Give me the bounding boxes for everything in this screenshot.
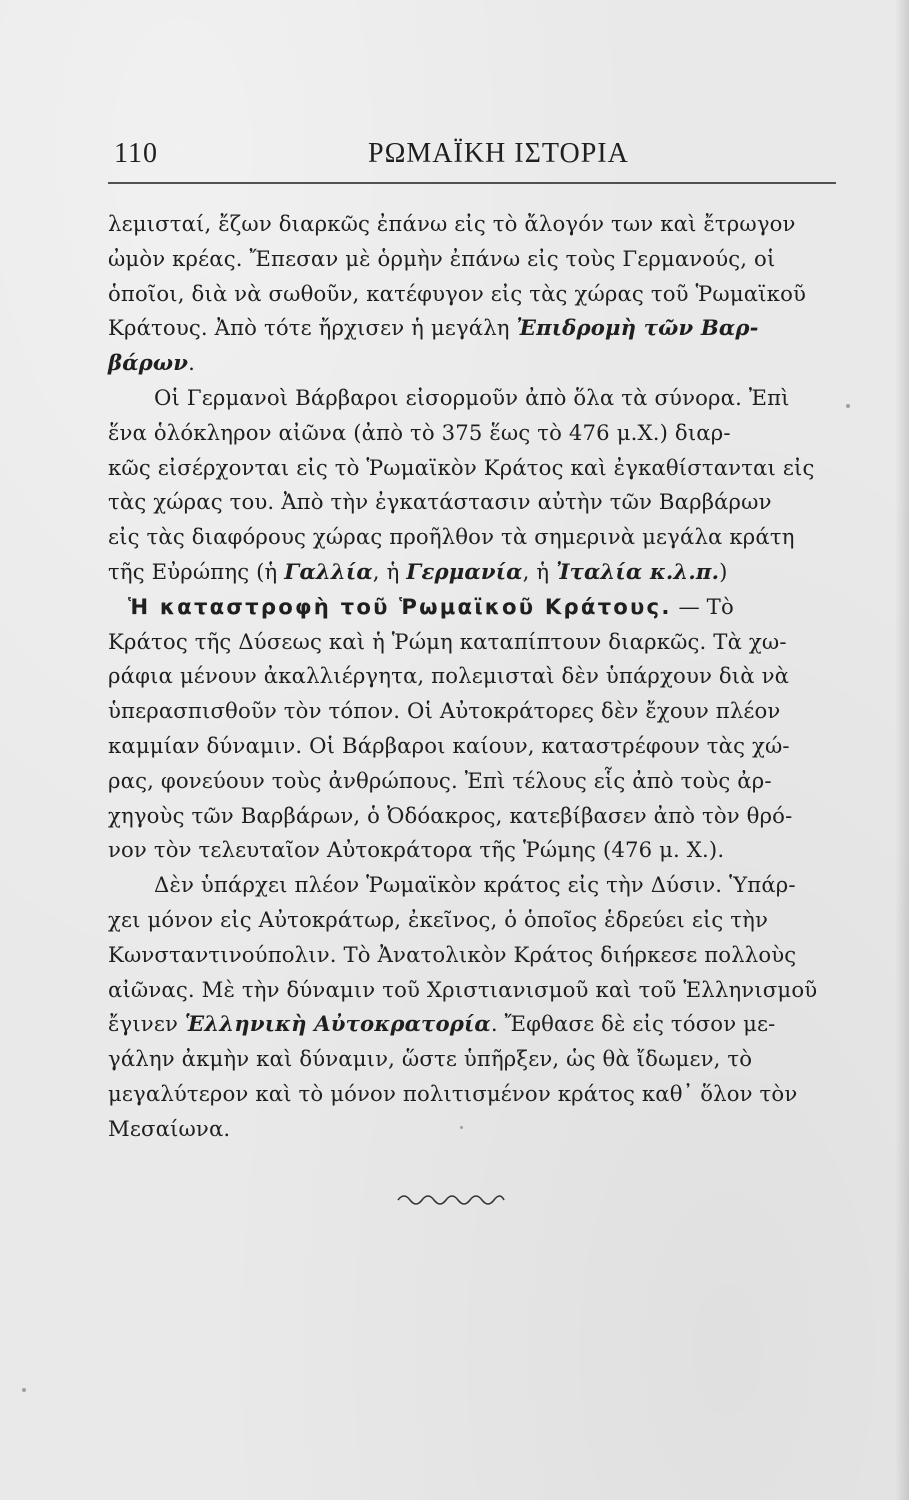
paper-speck xyxy=(22,1388,26,1392)
paragraph-eastern-empire xyxy=(108,868,838,1146)
page-number: 110 xyxy=(114,138,158,169)
page-header xyxy=(108,138,836,184)
emphasis-term: Γαλλία xyxy=(284,558,373,584)
body-text xyxy=(108,207,838,1147)
text-run: — Τὸ xyxy=(671,593,734,619)
text-run: ) xyxy=(719,558,728,584)
text-line: ὑπερασπισθοῦν τὸν τόπον. Οἱ Αὐτοκράτορες δὲν ἔχουν πλέον xyxy=(108,698,781,724)
text-line: κῶς εἰσέρχονται εἰς τὸ Ῥωμαϊκὸν Κράτος καὶ ἐγκαθίστανται εἰς xyxy=(108,454,815,480)
text-run: . Ἔφθασε δὲ εἰς τόσον με- xyxy=(490,1011,776,1037)
paper-speck xyxy=(846,404,850,408)
text-line: γάλην ἀκμὴν καὶ δύναμιν, ὥστε ὑπῆρξεν, ὡς θὰ ἴδωμεν, τὸ xyxy=(108,1046,753,1072)
paragraph-continuation xyxy=(108,207,838,381)
section-fall-of-empire xyxy=(108,590,838,868)
paragraph-barbarians xyxy=(108,381,838,590)
text-line: ὠμὸν κρέας. Ἔπεσαν μὲ ὁρμὴν ἐπάνω εἰς τοὺς Γερμανούς, οἱ xyxy=(108,245,776,271)
text-line: τὰς χώρας του. Ἀπὸ τὴν ἐγκατάστασιν αὐτὴν τῶν Βαρβάρων xyxy=(108,489,772,515)
wavy-ornament-icon xyxy=(396,1188,506,1212)
emphasis-term: Ἑλληνικὴ Αὐτοκρατορία xyxy=(184,1011,491,1037)
emphasis-term: βάρων xyxy=(108,350,189,376)
text-line xyxy=(108,311,838,346)
text-line: Δὲν ὑπάρχει πλέον Ῥωμαϊκὸν κράτος εἰς τὴν Δύσιν. Ὑπάρ- xyxy=(154,872,796,898)
running-title: ΡΩΜΑΪΚΗ ΙΣΤΟΡΙΑ xyxy=(368,138,629,169)
text-line: Κράτος τῆς Δύσεως καὶ ἡ Ῥώμη καταπίπτουν διαρκῶς. Τὰ χω- xyxy=(108,628,787,654)
text-line: καμμίαν δύναμιν. Οἱ Βάρβαροι καίουν, καταστρέφουν τὰς χώ- xyxy=(108,732,790,758)
text-line xyxy=(108,1007,838,1042)
header-rule xyxy=(108,182,836,184)
text-line xyxy=(108,346,838,381)
text-run: Κράτους. Ἀπὸ τότε ἤρχισεν ἡ μεγάλη xyxy=(108,315,517,341)
page-edge-shadow xyxy=(895,0,909,1500)
paper-speck xyxy=(460,1126,463,1129)
text-run: . xyxy=(188,350,195,376)
text-run: , ἡ xyxy=(372,558,407,584)
text-line: αἰῶνας. Μὲ τὴν δύναμιν τοῦ Χριστιανισμοῦ καὶ τοῦ Ἑλληνισμοῦ xyxy=(108,976,818,1002)
text-line: ρας, φονεύουν τοὺς ἀνθρώπους. Ἐπὶ τέλους εἷς ἀπὸ τοὺς ἀρ- xyxy=(108,767,772,793)
text-line: μεγαλύτερον καὶ τὸ μόνον πολιτισμένον κράτος καθ᾽ ὅλον τὸν xyxy=(108,1080,798,1106)
emphasis-term: Ἰταλία κ.λ.π. xyxy=(556,558,720,584)
text-line: Οἱ Γερμανοὶ Βάρβαροι εἰσορμοῦν ἀπὸ ὅλα τὰ σύνορα. Ἐπὶ xyxy=(154,384,790,410)
text-line: ράφια μένουν ἀκαλλιέργητα, πολεμισταὶ δὲν ὑπάρχουν διὰ νὰ xyxy=(108,663,790,689)
text-line: χηγοὺς τῶν Βαρβάρων, ὁ Ὀδόακρος, κατεβίβασεν ἀπὸ τὸν θρό- xyxy=(108,802,793,828)
section-heading: Ἡ καταστροφὴ τοῦ Ῥωμαϊκοῦ Κράτους. xyxy=(128,593,672,619)
text-line: λεμισταί, ἔζων διαρκῶς ἐπάνω εἰς τὸ ἄλογόν των καὶ ἔτρωγον xyxy=(108,211,796,236)
text-line xyxy=(108,590,838,625)
text-line: Κωνσταντινούπολιν. Τὸ Ἀνατολικὸν Κράτος διήρκεσε πολλοὺς xyxy=(108,941,797,967)
text-line: χει μόνον εἰς Αὐτοκράτωρ, ἐκεῖνος, ὁ ὁποῖος ἑδρεύει εἰς τὴν xyxy=(108,906,769,932)
text-line xyxy=(108,555,838,590)
text-line: νον τὸν τελευταῖον Αὐτοκράτορα τῆς Ῥώμης (476 μ. Χ.). xyxy=(108,837,725,863)
text-run: , ἡ xyxy=(522,558,557,584)
text-run: τῆς Εὐρώπης (ἡ xyxy=(108,558,285,584)
text-run: ἔγινεν xyxy=(108,1011,185,1037)
text-line: ὁποῖοι, διὰ νὰ σωθοῦν, κατέφυγον εἰς τὰς χώρας τοῦ Ῥωμαϊκοῦ xyxy=(108,280,807,306)
text-line: ἕνα ὁλόκληρον αἰῶνα (ἀπὸ τὸ 375 ἕως τὸ 476 μ.Χ.) διαρ- xyxy=(108,419,731,445)
text-line: εἰς τὰς διαφόρους χώρας προῆλθον τὰ σημερινὰ μεγάλα κράτη xyxy=(108,524,795,550)
emphasis-term: Γερμανία xyxy=(406,558,523,584)
text-line: Μεσαίωνα. xyxy=(108,1115,231,1141)
emphasis-term: Ἐπιδρομὴ τῶν Βαρ- xyxy=(516,315,759,341)
